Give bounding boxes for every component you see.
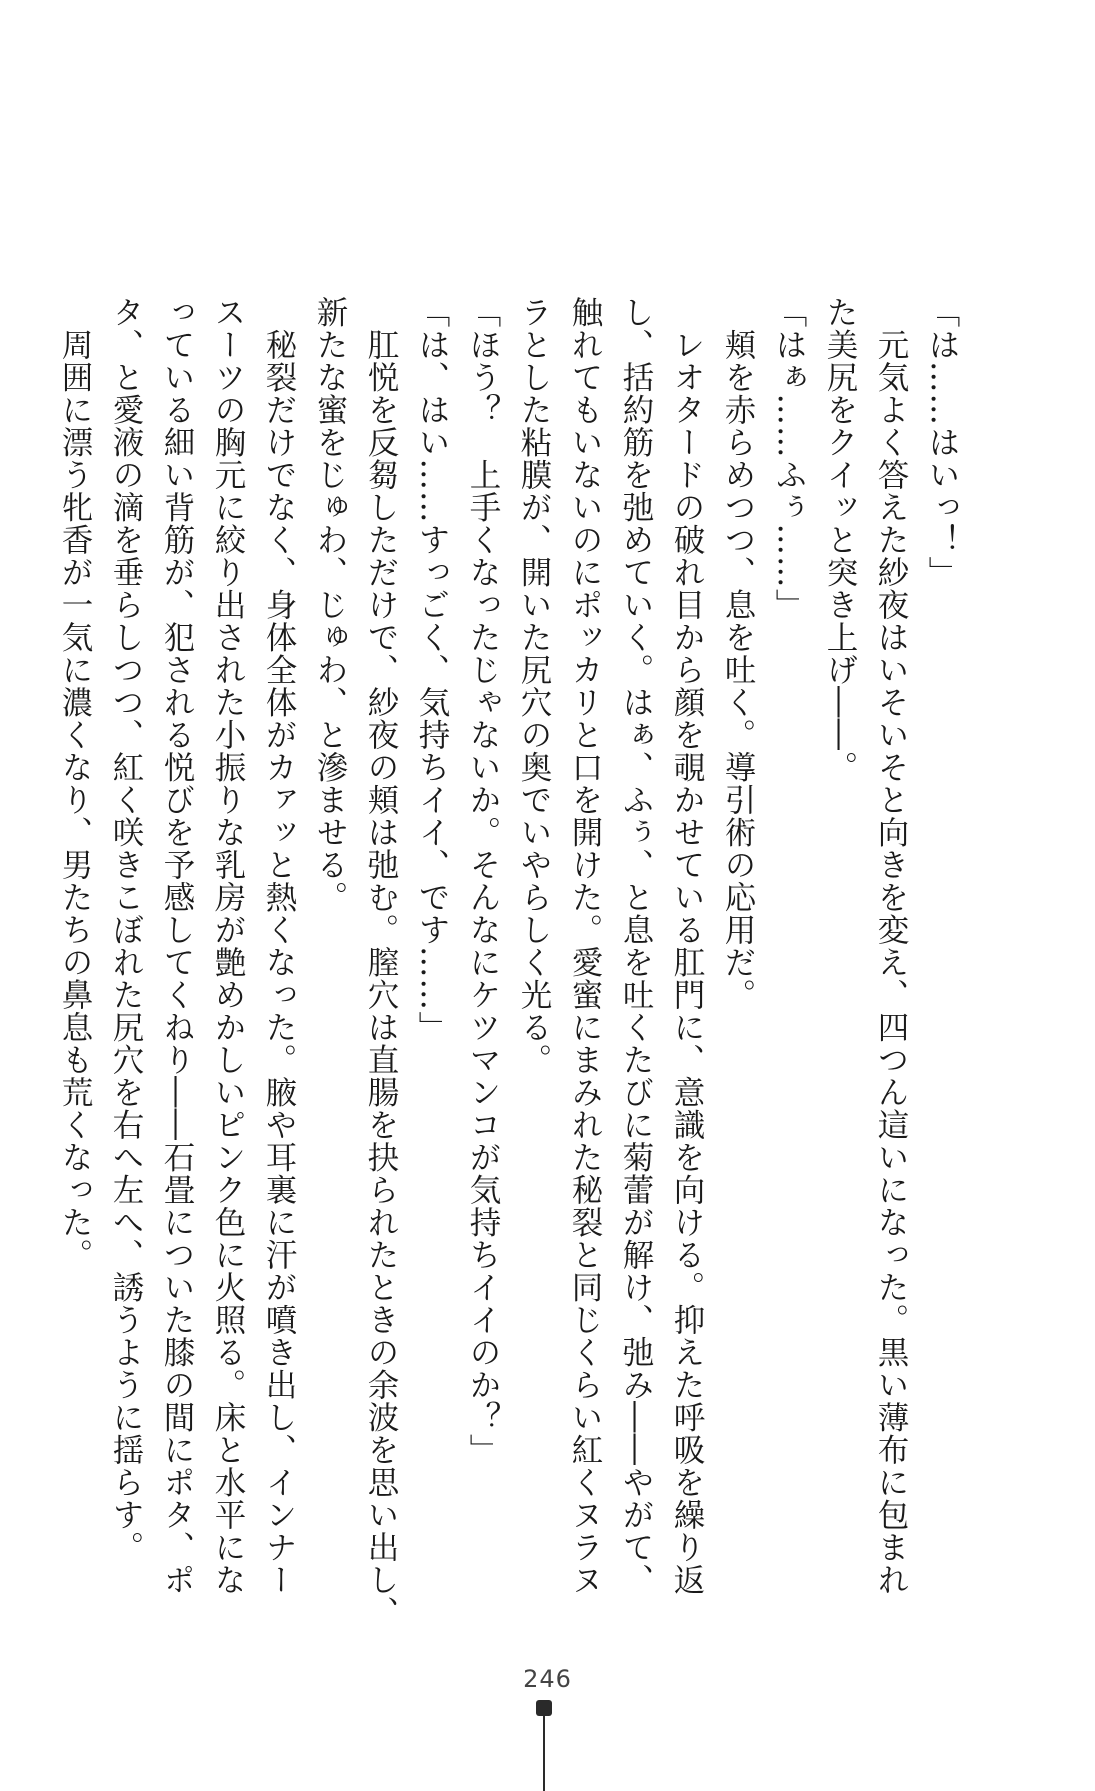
text-line: 「は、はい……すっごく、気持ちイイ、です……」 xyxy=(414,296,450,1044)
text-line: レオタードの破れ目から顔を覗かせている肛門に、意識を向ける。抑えた呼吸を繰り返 xyxy=(669,296,705,1596)
text-line: ラとした粘膜が、開いた尻穴の奥でいやらしく光る。 xyxy=(516,296,552,1076)
text-line: 「はぁ……ふぅ……」 xyxy=(771,296,807,621)
text-line: 元気よく答えた紗夜はいそいそと向きを変え、四つん這いになった。黒い薄布に包まれ xyxy=(873,296,909,1596)
text-line: スーツの胸元に絞り出された小振りな乳房が艶めかしいピンク色に火照る。床と水平にな xyxy=(210,296,246,1596)
text-line: 「ほう？ 上手くなったじゃないか。そんなにケツマンコが気持ちイイのか？」 xyxy=(465,296,501,1466)
page-ornament-line xyxy=(543,1716,545,1791)
page-ornament-dot xyxy=(536,1700,552,1716)
text-line: 周囲に漂う牝香が一気に濃くなり、男たちの鼻息も荒くなった。 xyxy=(57,296,93,1271)
text-line: タ、と愛液の滴を垂らしつつ、紅く咲きこぼれた尻穴を右へ左へ、誘うように揺らす。 xyxy=(108,296,144,1564)
text-line: 頬を赤らめつつ、息を吐く。導引術の応用だ。 xyxy=(720,296,756,1011)
text-line: 「は……はいっ！」 xyxy=(924,296,960,589)
page-number: 246 xyxy=(523,1665,572,1693)
text-line: 肛悦を反芻しただけで、紗夜の頬は弛む。膣穴は直腸を抉られたときの余波を思い出し、 xyxy=(363,296,399,1629)
text-line: 新たな蜜をじゅわ、じゅわ、と滲ませる。 xyxy=(312,296,348,914)
text-line: 秘裂だけでなく、身体全体がカァッと熱くなった。腋や耳裏に汗が噴き出し、インナー xyxy=(261,296,297,1596)
body-text xyxy=(57,296,967,1629)
text-line: 触れてもいないのにポッカリと口を開けた。愛蜜にまみれた秘裂と同じくらい紅くヌラヌ xyxy=(567,296,603,1596)
text-line: し、括約筋を弛めていく。はぁ、ふぅ、と息を吐くたびに菊蕾が解け、弛み――やがて、 xyxy=(618,296,654,1596)
text-line: た美尻をクイッと突き上げ――。 xyxy=(822,296,858,784)
text-line: っている細い背筋が、犯される悦びを予感してくねり――石畳についた膝の間にポタ、ポ xyxy=(159,296,195,1596)
